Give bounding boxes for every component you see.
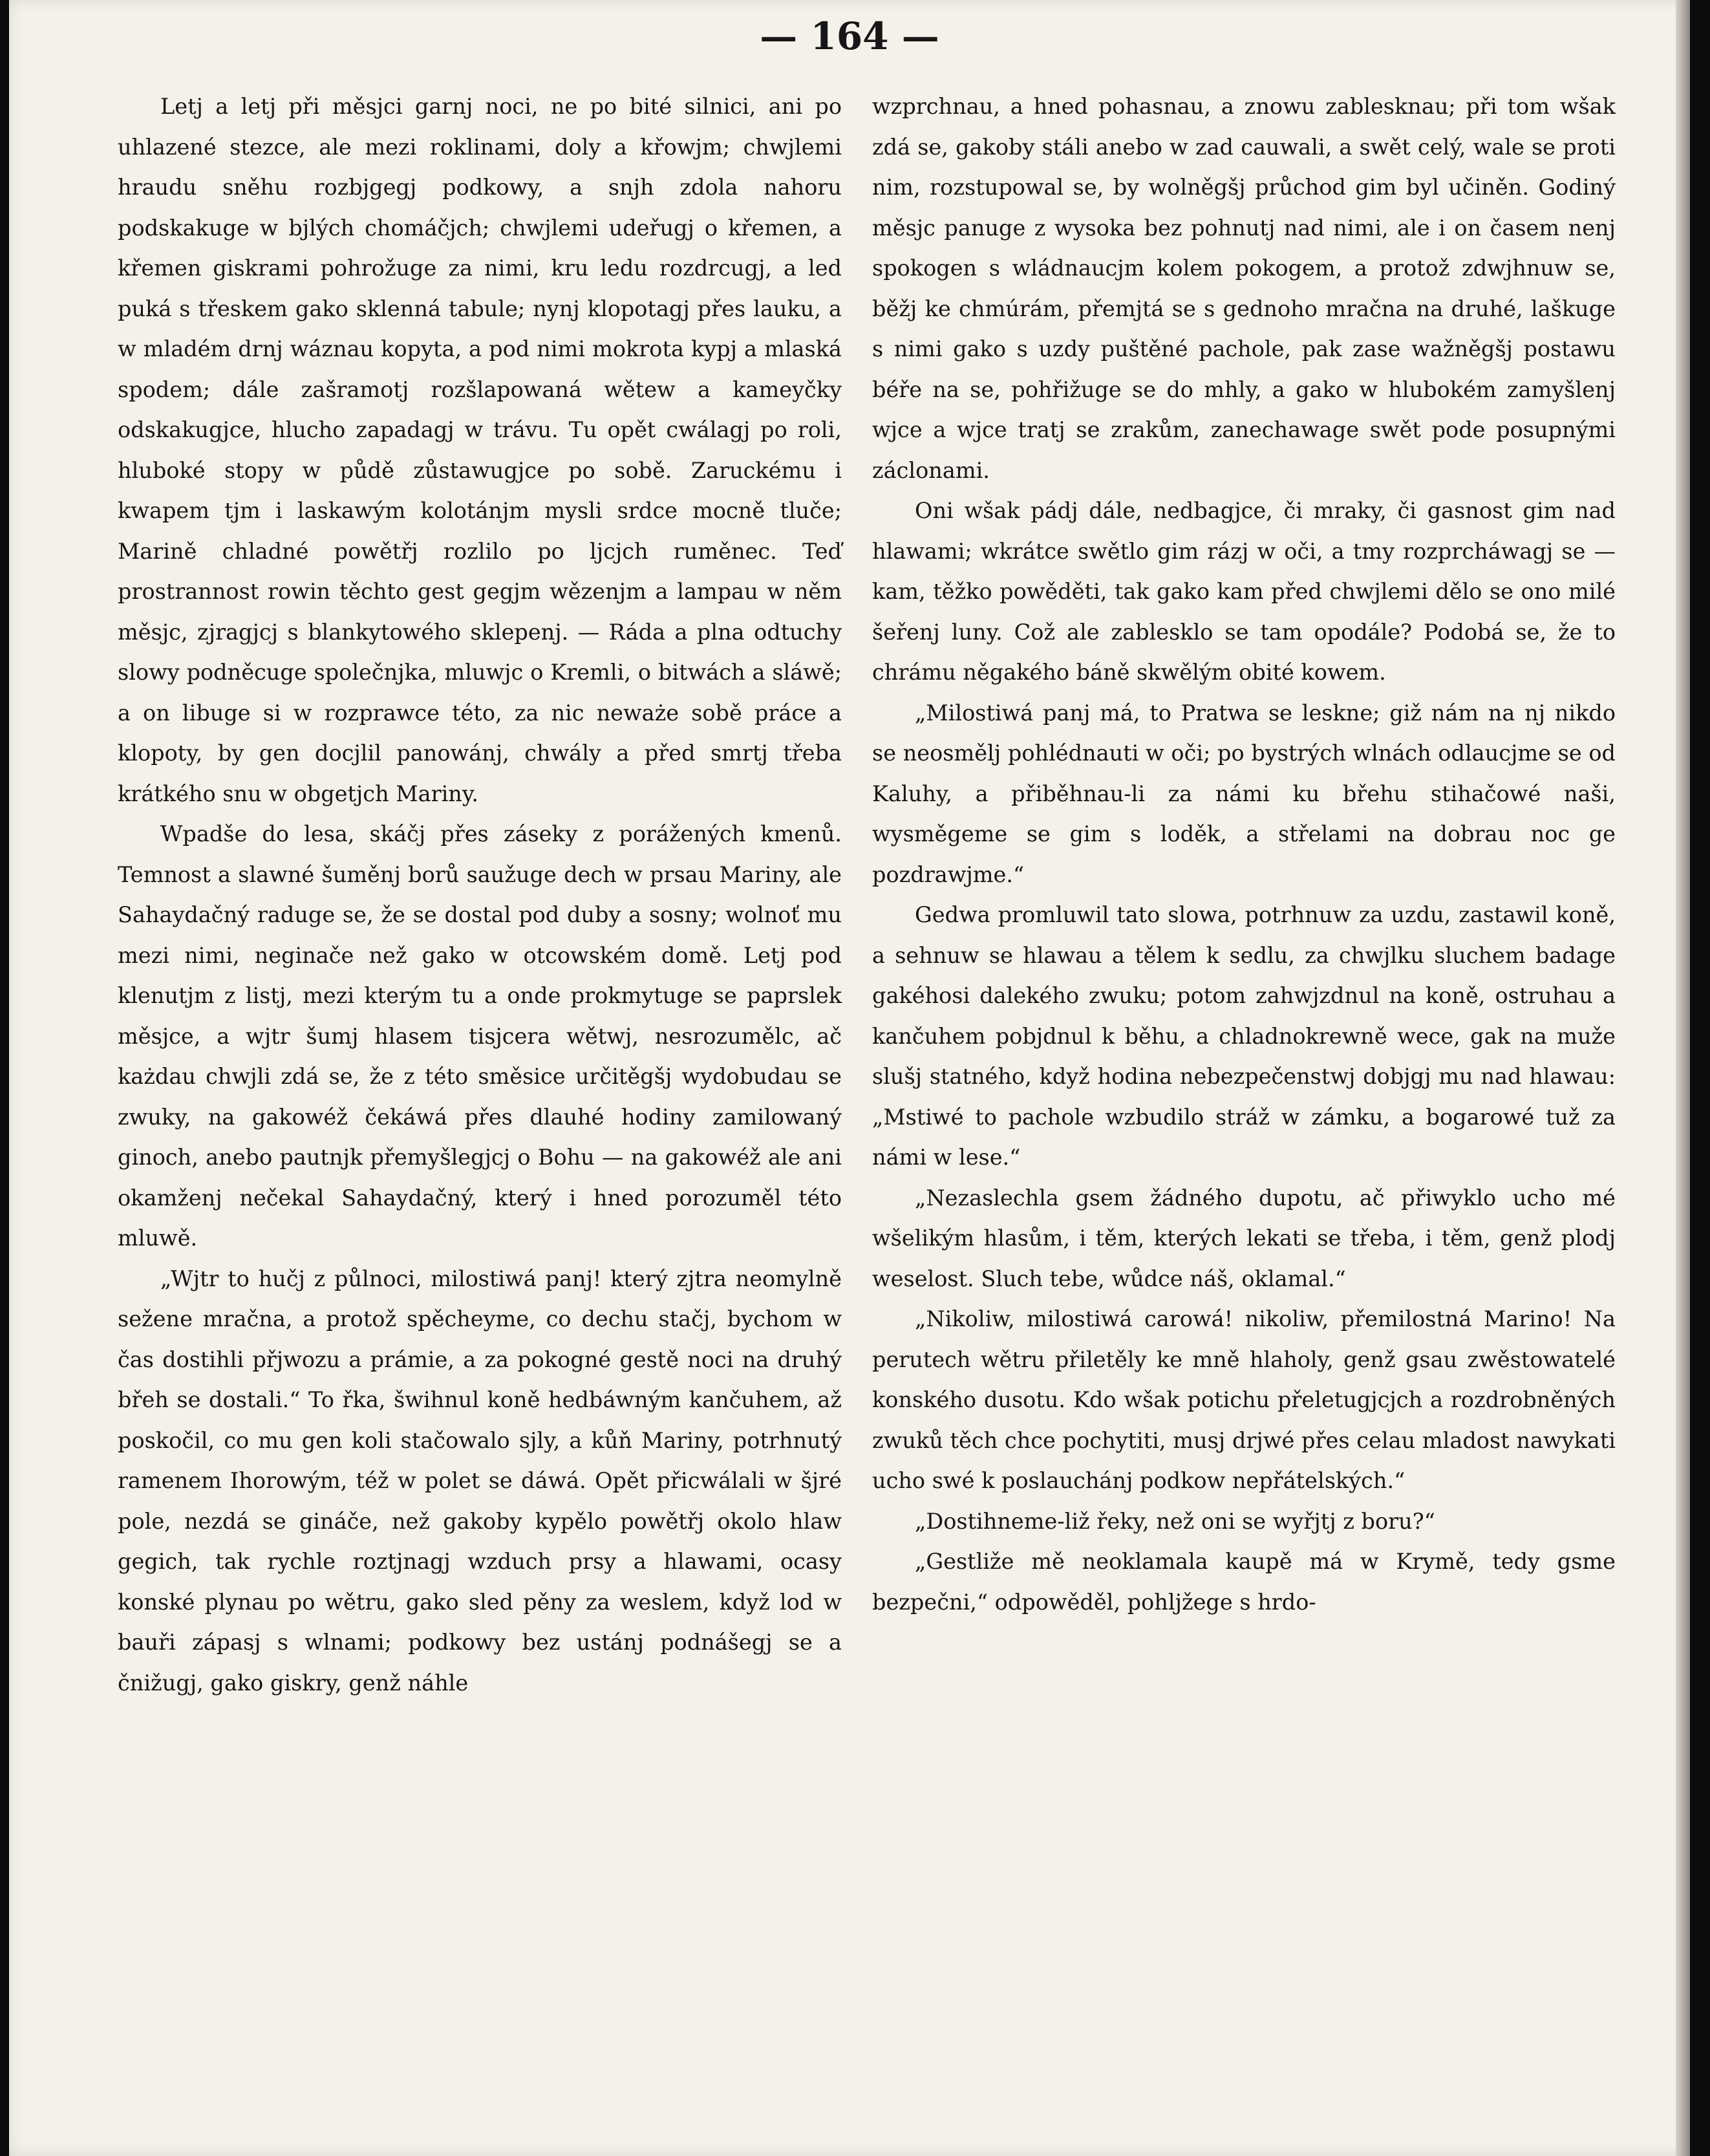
paragraph: „Dostihneme-liž řeky, než oni se wyřjtj z boru?“	[915, 1508, 1435, 1534]
paragraph-continued: wzprchnau, a hned pohasnau, a znowu zablesknau; při tom wšak zdá se, gakoby stáli anebo w zad cauwali, a swět celý, wale se proti nim, rozstupowal se, by wolněgšj průchod gim byl učiněn. Godiný měsjc panuge z wysoka bez pohnutj nad nimi, ale i on časem nenj spokogen s wládnaucjm kolem pokogem, a protož zdwjhnuw se, běžj ke chmúrám, přemjtá se s gednoho mračna na druhé, laškuge s nimi gako s uzdy puštěné pachole, pak zase wažněgšj postawu béře na se, pohřižuge se do mhly, a gako w hlubokém zamyšlenj wjce a wjce tratj se zrakům, zanechawage swět pode posupnými záclonami.	[872, 94, 1616, 483]
paragraph: „Milostiwá panj má, to Pratwa se leskne; giž nám na nj nikdo se neosmělj pohlédnauti w oči; po bystrých wlnách odlaucjme se od Kaluhy, a přiběhnau-li za námi ku břehu stihačowé naši, wysměgeme se gim s loděk, a střelami na dobrau noc ge pozdrawjme.“	[872, 700, 1616, 887]
paragraph: „Nezaslechla gsem žádného dupotu, ač přiwyklo ucho mé wšelikým hlasům, i těm, kterých lekati se třeba, i těm, genž plodj weselost. Sluch tebe, wůdce náš, oklamal.“	[872, 1185, 1616, 1291]
paragraph: Wpadše do lesa, skáčj přes zásekу z porážených kmenů. Temnost a slawné šuměnj borů saužuge dech w prsau Mariny, ale Sahaydačný raduge se, že se dostal pod duby a sosny; wolnoť mu mezi nimi, neginače než gako w otcowském domě. Letj pod klenutjm z listj, mezi kterým tu a onde prokmytuge se paprslek měsjce, a wjtr šumj hlasem tisjcera wětwj, nesrozumělc, ač każdau chwjli zdá se, že z této směsice určitěgšj wydobudau se zwuky, na gakowéž čekáwá přes dlauhé hodiny zamilowaný ginoch, anebo pautnjk přemyšlegjcj o Bohu — na gakowéž ale ani okamženj nečekal Sahaydačný, který i hned porozuměl této mluwě.	[118, 821, 842, 1251]
right-column	[872, 87, 1616, 1622]
paragraph: Letj a letj při měsjci garnj noci, ne po bité silnici, ani po uhlazené stezce, ale mezi roklinami, doly a křowjm; chwjlemi hraudu sněhu rozbjgegj podkowy, a snjh zdola nahoru podskakuge w bjlých chomáčjch; chwjlemi udeřugj o křemen, a křemen giskrami pohrožuge za nimi, kru ledu rozdrcugj, a led puká s třeskem gako sklenná tabule; nynj klopotagj přes lauku, a w mladém drnj wáznau kopyta, a pod nimi mokrota kypj a mlaská spodem; dále zašramotj rozšlapowaná wětew a kameyčky odskakugjce, hlucho zapadagj w trávu. Tu opět cwálagj po roli, hluboké stopy w půdě zůstawugjce po sobě. Zaruckému i kwapem tjm i laskawým kolotánjm mysli srdce mocně tluče; Marině chladné powětřj rozlilo po ljcjch ruměnec. Teď prostrannost rowin těchto gest gegjm wězenjm a lampau w něm měsjc, zjragjcj s blankytowého sklepenj. — Ráda a plna odtuchy slowy podněcuge společnjka, mluwjc o Kremli, o bitwách a sláwě; a on libuge si w rozprawce této, za nic neważe sobě práce a klopoty, by gen docjlil panowánj, chwály a před smrtj třeba krátkého snu w obgetjch Mariny.	[118, 94, 842, 806]
paragraph: Oni wšak pádj dále, nedbagjce, či mraky, či gasnost gim nad hlawami; wkrátce swětlo gim rázj w oči, a tmy rozprcháwagj se — kam, těžko powěděti, tak gako kam před chwjlemi dělo se ono milé šeřenj luny. Což ale zablesklo se tam opodále? Podobá se, že to chrámu něgakého báně skwělým obité kowem.	[872, 498, 1616, 685]
page-number: — 164 —	[760, 14, 939, 58]
paragraph: „Gestliže mě neoklamala kaupě má w Krymě, tedy gsme bezpečni,“ odpowěděl, pohljžege s hrdo-	[872, 1549, 1616, 1615]
page-edge-shadow	[1676, 0, 1690, 2156]
book-page	[9, 0, 1690, 2156]
paragraph: „Wjtr to hučj z půlnoci, milostiwá panj! který zjtra neomylně sežene mračna, a protož spěcheyme, co dechu stačj, bychom w čas dostihli přjwozu a prámie, a za pokogné gestě noci na druhý břeh se dostali.“ To řka, šwihnul koně hedbáwným kančuhem, až poskočil, co mu gen koli stačowalo sjly, a kůň Mariny, potrhnutý ramenem Ihorowým, též w polet se dáwá. Opět přicwálali w šjré pole, nezdá se gináče, než gakoby kypělo powětřj okolo hlaw gegich, tak rychle roztjnagj wzduch prsy a hlawami, ocasy konské plynau po wětru, gako sled pěny za weslem, když lod w bauři zápasj s wlnami; podkowy bez ustánj podnášegj se a čnižugj, gako giskry, genž náhle	[118, 1266, 842, 1696]
left-column	[118, 87, 842, 1703]
paragraph: Gedwa promluwil tato slowa, potrhnuw za uzdu, zastawil koně, a sehnuw se hlawau a tělem k sedlu, za chwjlku sluchem badage gakéhosi dalekého zwuku; potom zahwjzdnul na koně, ostruhau a kančuhem pobjdnul k běhu, a chladnokrewně wece, gak na muže slušj statného, když hodina nebezpečenstwj dobjgj mu nad hlawau: „Mstiwé to pachole wzbudilo stráž w zámku, a bogarowé tuž za námi w lese.“	[872, 902, 1616, 1170]
paragraph: „Nikoliw, milostiwá carowá! nikoliw, přemilostná Marino! Na perutech wětru přiletěly ke mně hlaholy, genž gsau zwěstowatelé konského dusotu. Kdo wšak potichu přeletugjcjch a rozdrobněných zwuků těch chce pochytiti, musj drjwé přes celau mladost nawykati ucho swé k poslauchánj podkow nepřátelských.“	[872, 1306, 1616, 1493]
